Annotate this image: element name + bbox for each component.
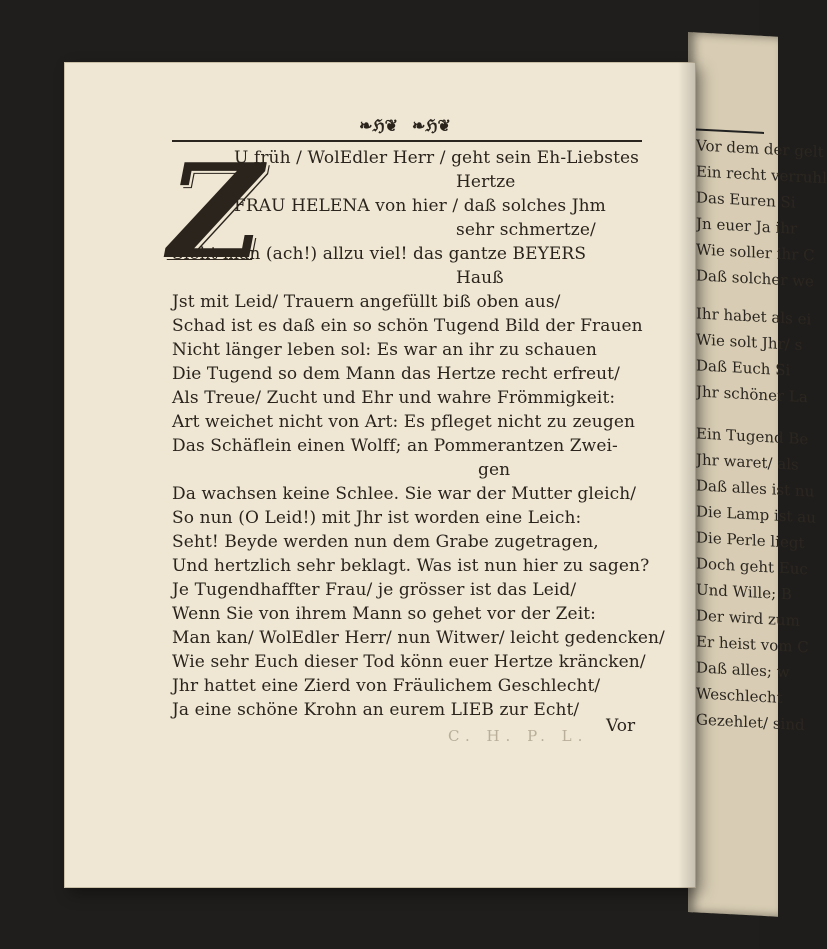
facing-line: Daß alles ist nu — [696, 476, 815, 501]
text-line: Jhr hattet eine Zierd von Fräulichem Geschlecht/ — [172, 676, 601, 696]
facing-line: Jhr waret/ als — [696, 450, 799, 474]
facing-line: Daß alles; w — [696, 658, 790, 682]
facing-line: Jhr schöner La — [696, 382, 808, 407]
text-line: Hertze — [456, 172, 516, 192]
text-line: FRAU HELENA von hier / daß solches Jhm — [234, 196, 606, 216]
facing-line: Die Lamp ist au — [696, 502, 816, 527]
facing-line: Wie soller ihr C — [696, 240, 815, 265]
text-line: Man kan/ WolEdler Herr/ nun Witwer/ leicht gedencken/ — [172, 628, 665, 648]
facing-line: Der wird zum — [696, 606, 800, 630]
facing-line: Ein recht verruhl — [696, 162, 827, 188]
facing-line: Und Wille; B — [696, 580, 792, 604]
text-line: Wenn Sie von ihrem Mann so gehet vor der Zeit: — [172, 604, 596, 624]
text-line: U früh / WolEdler Herr / geht sein Eh-Liebstes — [234, 148, 639, 168]
fleuron-icon: ❧ℌ❦ — [412, 115, 451, 135]
text-line: Da wachsen keine Schlee. Sie war der Mutter gleich/ — [172, 484, 637, 504]
facing-line: Weschlecht — [696, 684, 783, 707]
text-line: So nun (O Leid!) mit Jhr ist worden eine Leich: — [172, 508, 582, 528]
facing-rule — [694, 128, 764, 134]
ornament-left — [359, 116, 398, 135]
facing-line: Das Euren Si — [696, 188, 796, 212]
text-line: Die Tugend so dem Mann das Hertze recht erfreut/ — [172, 364, 620, 384]
fleuron-icon: ❧ℌ❦ — [359, 115, 398, 135]
text-line: Das Schäflein einen Wolff; an Pommerantzen Zwei- — [172, 436, 618, 456]
text-line: Seht! Beyde werden nun dem Grabe zugetragen, — [172, 532, 599, 552]
text-line: Wie sehr Euch dieser Tod könn euer Hertze kräncken/ — [172, 652, 646, 672]
facing-line: Daß Euch Si — [696, 356, 791, 380]
facing-line: Doch geht Euc — [696, 554, 808, 579]
text-line: Hauß — [456, 268, 504, 288]
facing-line: Daß solcher we — [696, 266, 814, 291]
text-line: Sieht man (ach!) allzu viel! das gantze BEYERS — [172, 244, 587, 264]
facing-line: Ein Tugend Be — [696, 424, 809, 449]
book-page — [64, 62, 696, 888]
text-line: Ja eine schöne Krohn an eurem LIEB zur Echt/ — [172, 700, 580, 720]
text-line: Als Treue/ Zucht und Ehr und wahre Frömmigkeit: — [172, 388, 616, 408]
facing-line: Die Perle liegt — [696, 528, 805, 553]
text-line: gen — [478, 460, 511, 480]
ornament-right — [412, 116, 451, 135]
facing-line: Gezehlet/ sind — [696, 710, 805, 735]
text-line: Schad ist es daß ein so schön Tugend Bild der Frauen — [172, 316, 643, 336]
facing-line: Ihr habet als ei — [696, 304, 812, 329]
text-line: Und hertzlich sehr beklagt. Was ist nun hier zu sagen? — [172, 556, 650, 576]
facing-line: Jn euer Ja ihr — [696, 214, 798, 238]
header-ornament — [320, 114, 490, 136]
facing-page — [688, 32, 827, 917]
facing-line: Wie solt Jhr/ s — [696, 330, 803, 354]
text-line: Jst mit Leid/ Trauern angefüllt biß oben aus/ — [172, 292, 561, 312]
text-line: Art weichet nicht von Art: Es pfleget nicht zu zeugen — [172, 412, 636, 432]
bleed-through-text: C. H. P. L. — [448, 727, 589, 745]
text-line: sehr schmertze/ — [456, 220, 596, 240]
text-line: Nicht länger leben sol: Es war an ihr zu schauen — [172, 340, 597, 360]
drop-capital: Z — [168, 135, 263, 288]
catchword: Vor — [606, 716, 636, 736]
text-line: Je Tugendhaffter Frau/ je grösser ist das Leid/ — [172, 580, 577, 600]
facing-line: Vor dem der gelt — [696, 136, 824, 162]
facing-line: Er heist vom C — [696, 632, 809, 657]
